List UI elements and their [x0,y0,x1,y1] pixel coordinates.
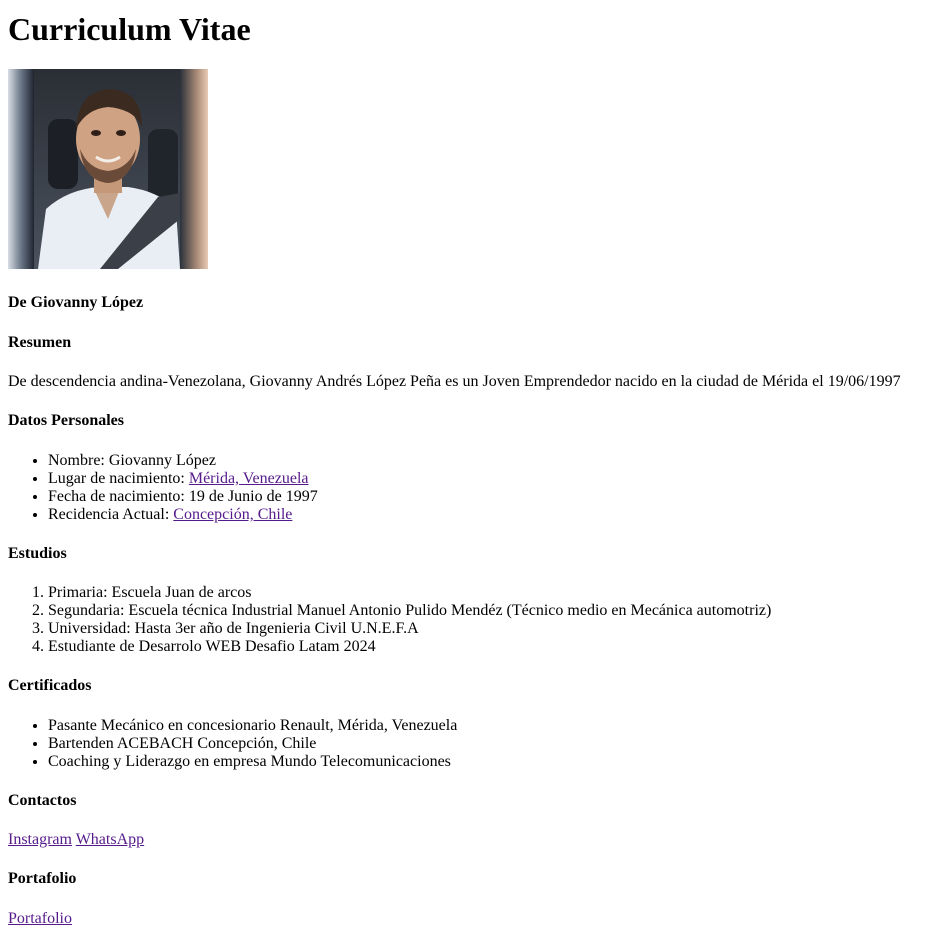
portfolio-links [8,910,72,928]
personal-list [8,452,318,524]
portfolio-link[interactable]: Portafolio [8,910,72,927]
studies-list [8,584,771,656]
birthplace-link[interactable]: Mérida, Venezuela [188,470,309,487]
list-item-birthdate: • Fecha de nacimiento: 19 de Junio de 1997 [48,488,318,506]
list-item-name: • Nombre: Giovanny López [48,452,318,470]
list-item: • Pasante Mecánico en concesionario Renault, Mérida, Venezuela [48,717,457,735]
whatsapp-link[interactable]: WhatsApp [75,831,145,848]
list-item: 1. Primaria: Escuela Juan de arcos [48,584,771,602]
contacts-links [8,831,144,849]
author-line: De Giovanny López [8,294,144,311]
residence-link[interactable]: Concepción, Chile [173,506,293,523]
certificates-list [8,717,457,771]
name-value: Giovanny López [108,452,216,469]
portfolio-heading: Portafolio [8,870,77,887]
studies-heading: Estudios [8,545,67,562]
list-item: 2. Segundaria: Escuela técnica Industrial Manuel Antonio Pulido Mendéz (Técnico medio en Mecánica automotriz) [48,602,771,620]
birthdate-value: 19 de Junio de 1997 [188,488,318,505]
list-item: 4. Estudiante de Desarrolo WEB Desafio Latam 2024 [48,638,771,656]
portrait-image [8,69,208,269]
list-item: • Bartenden ACEBACH Concepción, Chile [48,735,457,753]
list-item-residence: • Recidencia Actual: Concepción, Chile [48,506,318,524]
page-title: Curriculum Vitae [8,11,251,47]
certificates-heading: Certificados [8,677,92,694]
summary-heading: Resumen [8,334,72,351]
list-item: • Coaching y Liderazgo en empresa Mundo Telecomunicaciones [48,753,457,771]
contacts-heading: Contactos [8,792,77,809]
list-item: 3. Universidad: Hasta 3er año de Ingenieria Civil U.N.E.F.A [48,620,771,638]
profile-photo [8,69,208,269]
summary-text: De descendencia andina-Venezolana, Giovanny Andrés López Peña es un Joven Emprendedor nacido en la ciudad de Mérida el 19/06/1997 [8,373,901,390]
list-item-birthplace: • Lugar de nacimiento: Mérida, Venezuela [48,470,318,488]
instagram-link[interactable]: Instagram [8,831,72,848]
personal-heading: Datos Personales [8,412,124,429]
